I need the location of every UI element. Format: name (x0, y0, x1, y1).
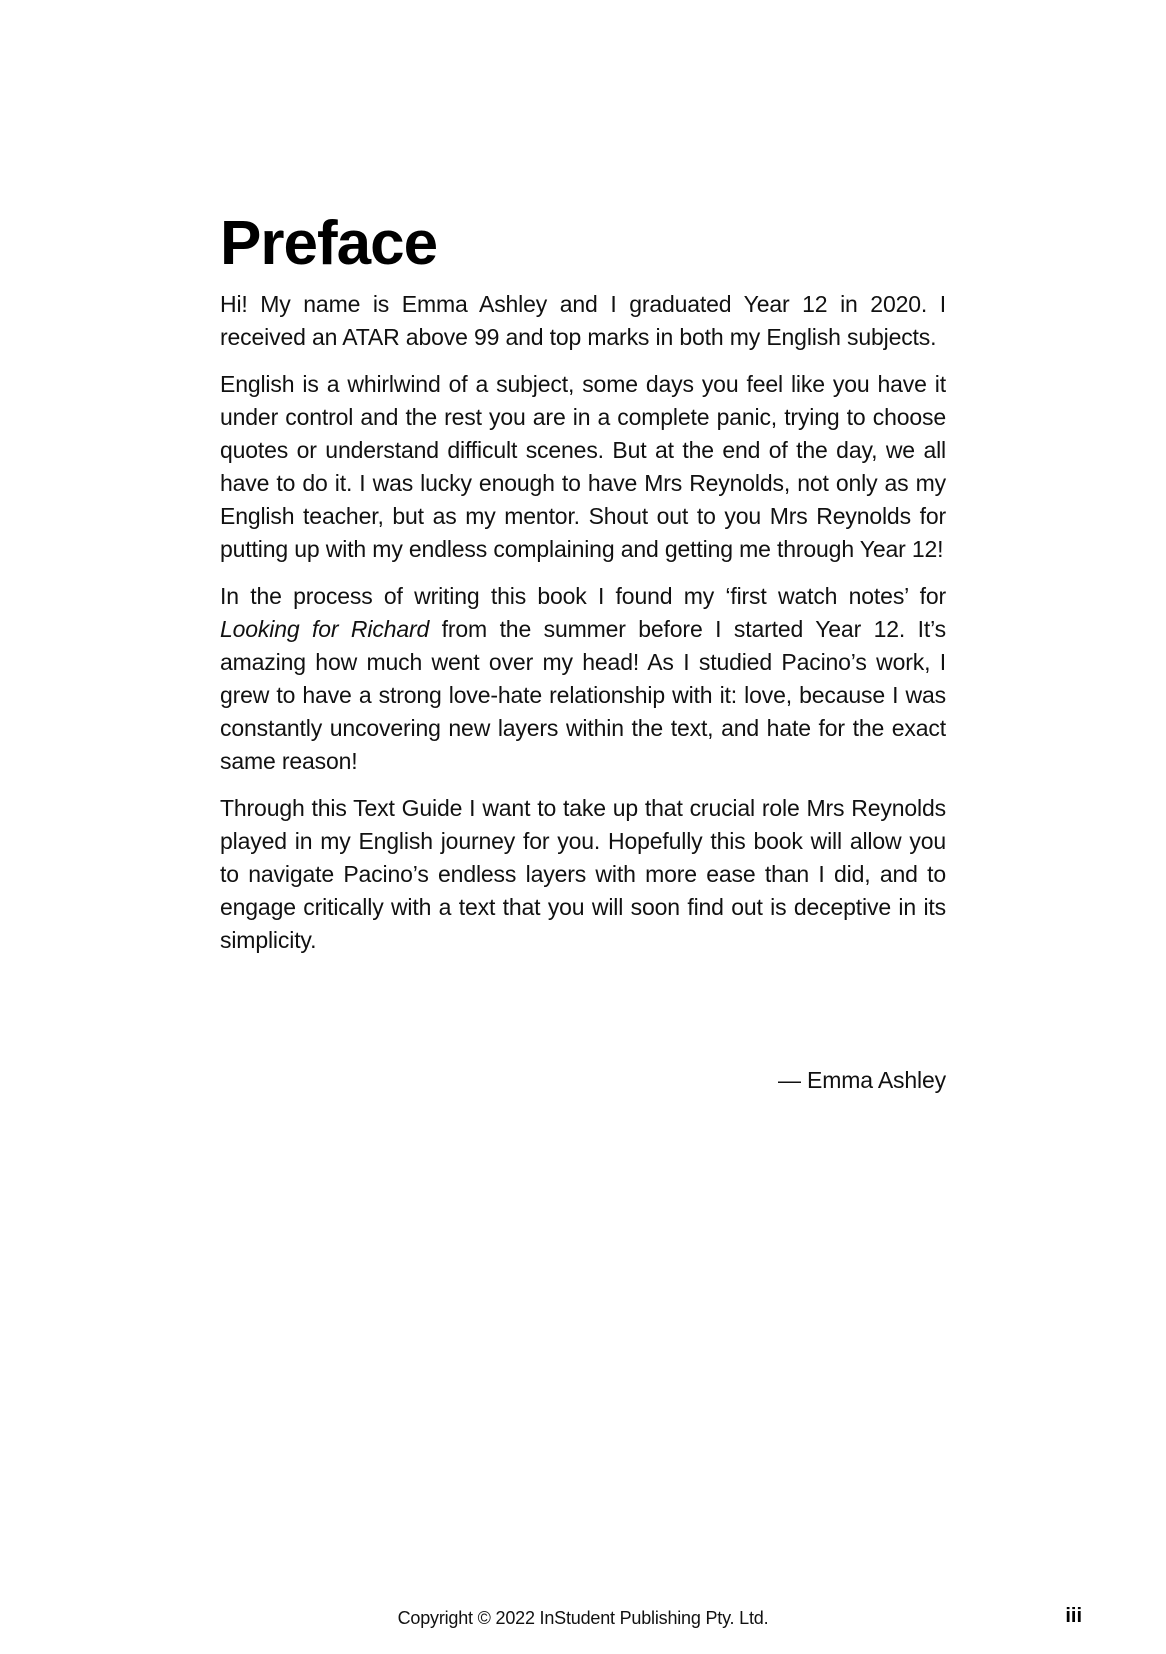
paragraph-text-guide: Through this Text Guide I want to take up that crucial role Mrs Reynolds played in my English journey for you. Hopefully this book will allow you to navigate Pacino’s endless layers with more ease than I did, and to engage critically with a text that you will soon find out is deceptive in its simplicity. (220, 795, 946, 953)
paragraph-text-after: from the summer before I started Year 12. It’s amazing how much went over my head! As I studied Pacino’s work, I grew to have a strong love-hate relationship with it: love, because I was constantly uncovering new layers within the text, and hate for the exact same reason! (220, 616, 947, 774)
paragraph-text-before: In the process of writing this book I found my ‘first watch notes’ for (220, 583, 946, 609)
author-signature: — Emma Ashley (777, 1067, 946, 1093)
paragraph-intro: Hi! My name is Emma Ashley and I graduated Year 12 in 2020. I received an ATAR above 99 and top marks in both my English subjects. (220, 291, 946, 350)
preface-body (220, 288, 946, 971)
footer-copyright: Copyright © 2022 InStudent Publishing Pty. Ltd. (397, 1608, 769, 1628)
page-title: Preface (220, 209, 438, 278)
page-number: iii (1065, 1605, 1082, 1627)
paragraph-first-watch-notes (220, 580, 946, 778)
paragraph-english-subject: English is a whirlwind of a subject, some days you feel like you have it under control and the rest you are in a complete panic, trying to choose quotes or understand difficult scenes. But at the end of the day, we all have to do it. I was lucky enough to have Mrs Reynolds, not only as my English teacher, but as my mentor. Shout out to you Mrs Reynolds for putting up with my endless complaining and getting me through Year 12! (220, 371, 946, 562)
film-title: Looking for Richard (220, 616, 430, 642)
